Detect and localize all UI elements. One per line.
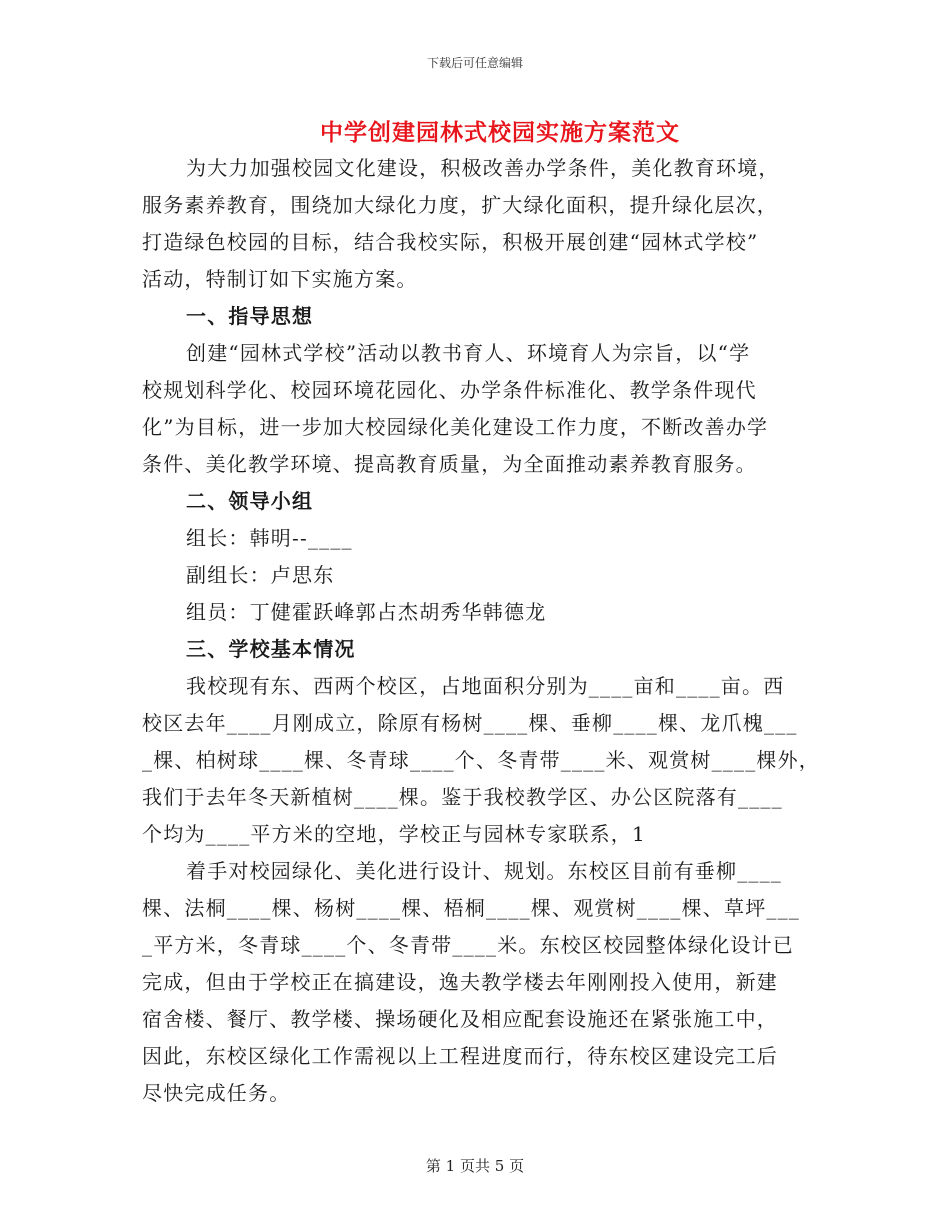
body-text-line: 着手对校园绿化、美化进行设计、规划。东校区目前有垂柳____ [186, 859, 782, 883]
body-text-line: 服务素养教育，围绕加大绿化力度，扩大绿化面积，提升绿化层次， [142, 193, 778, 217]
body-text-line: 化”为目标，进一步加大校园绿化美化建设工作力度，不断改善办学 [142, 415, 769, 439]
body-text-line: 打造绿色校园的目标，结合我校实际，积极开展创建“园林式学校” [142, 230, 759, 254]
body-text-line: 校规划科学化、校园环境花园化、办学条件标准化、教学条件现代 [142, 378, 757, 402]
page-footer: 第 1 页共 5 页 [425, 1157, 525, 1175]
body-text-line: 因此，东校区绿化工作需视以上工程进度而行，待东校区建设完工后 [142, 1044, 778, 1068]
body-text-line: 校区去年____月刚成立，除原有杨树____棵、垂柳____棵、龙爪槐___ [142, 711, 798, 735]
section-heading: 一、指导思想 [186, 304, 314, 328]
body-text-line: _棵、柏树球____棵、冬青球____个、冬青带____米、观赏树____棵外， [142, 748, 820, 772]
body-text-line: _平方米，冬青球____个、冬青带____米。东校区校园整体绿化设计已 [142, 933, 794, 957]
body-text-line: 条件、美化教学环境、提高教育质量，为全面推动素养教育服务。 [142, 452, 757, 476]
document-title: 中学创建园林式校园实施方案范文 [320, 119, 680, 146]
body-text-line: 活动，特制订如下实施方案。 [142, 267, 418, 291]
body-text-line: 创建“园林式学校”活动以教书育人、环境育人为宗旨，以“学 [186, 341, 751, 365]
header-note: 下载后可任意编辑 [426, 56, 523, 70]
body-text-line: 组员：丁健霍跃峰郭占杰胡秀华韩德龙 [186, 600, 547, 624]
section-heading: 三、学校基本情况 [186, 637, 356, 661]
document-body [142, 150, 822, 1112]
body-text-line: 尽快完成任务。 [142, 1081, 291, 1105]
section-heading: 二、领导小组 [186, 489, 314, 513]
body-text-line: 为大力加强校园文化建设，积极改善办学条件，美化教育环境， [186, 156, 780, 180]
body-text-line: 组长：韩明--____ [186, 526, 353, 550]
body-text-line: 完成，但由于学校正在搞建设，逸夫教学楼去年刚刚投入使用，新建 [142, 970, 778, 994]
body-text-line: 我校现有东、西两个校区，占地面积分别为____亩和____亩。西 [186, 674, 785, 698]
body-text-line: 个均为____平方米的空地，学校正与园林专家联系，1 [142, 822, 646, 846]
body-text-line: 棵、法桐____棵、杨树____棵、梧桐____棵、观赏树____棵、草坪___ [142, 896, 800, 920]
body-text-line: 我们于去年冬天新植树____棵。鉴于我校教学区、办公区院落有____ [142, 785, 783, 809]
body-text-line: 宿舍楼、餐厅、教学楼、操场硬化及相应配套设施还在紧张施工中， [142, 1007, 778, 1031]
body-text-line: 副组长：卢思东 [186, 563, 335, 587]
